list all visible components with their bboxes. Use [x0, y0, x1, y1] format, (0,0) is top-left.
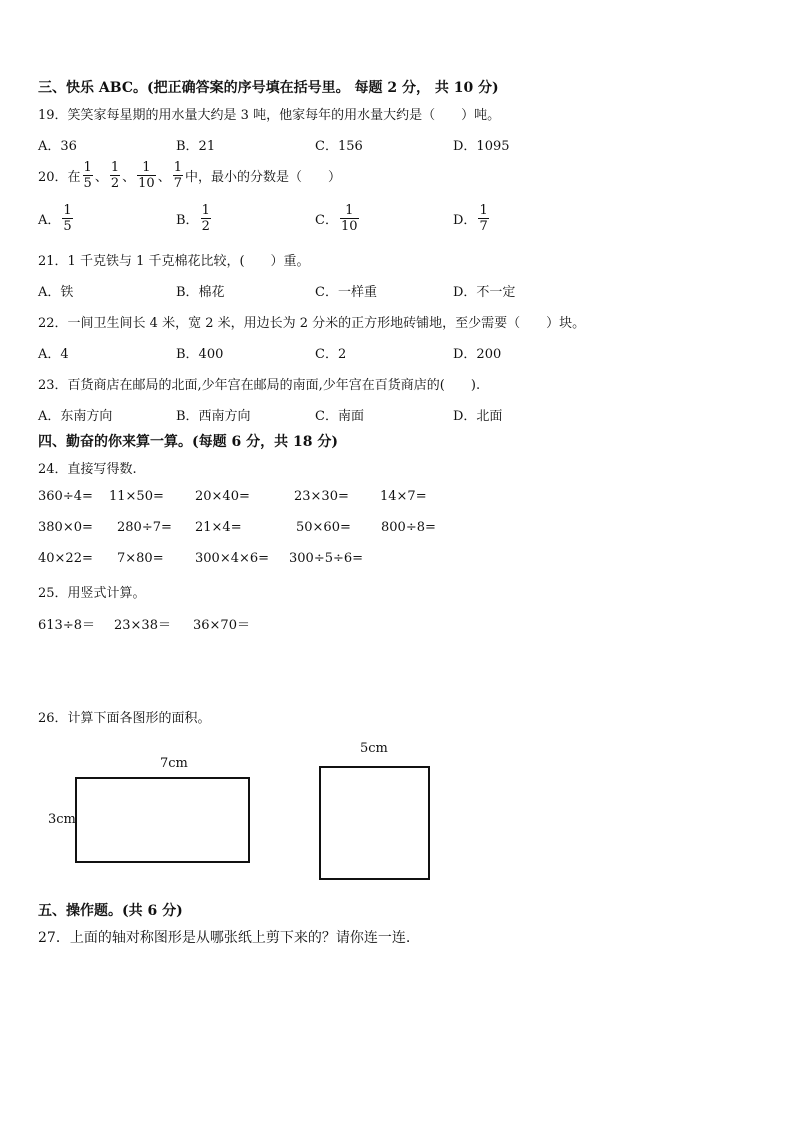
q24-item: 380×0=: [38, 520, 93, 535]
section-5-title: 五、操作题。(共 6 分): [38, 903, 183, 919]
q20-fraction-2: [110, 160, 120, 191]
q24-item: 360÷4=: [38, 489, 93, 504]
denominator: 10: [340, 219, 358, 234]
section-3-title: 三、快乐 ABC。(把正确答案的序号填在括号里。 每题 2 分， 共 10 分): [38, 80, 499, 96]
q21-option-c: C．一样重: [315, 285, 377, 300]
q20-option-d-fraction: [478, 203, 488, 234]
q19-option-a: A．36: [38, 139, 77, 154]
q20-option-a-fraction: [62, 203, 72, 234]
option-letter: A．: [38, 213, 61, 228]
q19-option-c: C．156: [315, 139, 363, 154]
q24-item: 23×30=: [294, 489, 349, 504]
q25-item: 23×38＝: [114, 618, 171, 633]
q24-item: 300×4×6=: [195, 551, 270, 566]
q20-fraction-1: [83, 160, 93, 191]
q19-option-b: B．21: [176, 139, 216, 154]
q20-option-a: [38, 203, 75, 234]
question-26-stem: 26．计算下面各图形的面积。: [38, 711, 211, 726]
q24-item: 280÷7=: [117, 520, 172, 535]
q20-fraction-3: [137, 160, 156, 191]
square-side-label: 5cm: [360, 741, 388, 756]
separator: 、: [94, 170, 108, 185]
q24-item: 40×22=: [38, 551, 93, 566]
separator: 、: [157, 170, 171, 185]
numerator: 1: [63, 203, 72, 218]
numerator: 1: [201, 203, 210, 218]
q23-option-b: B．西南方向: [176, 409, 251, 424]
square-figure: [319, 766, 430, 880]
option-letter: D．: [453, 213, 477, 228]
q20-prefix: 20．在: [38, 170, 81, 185]
q25-item: 613÷8＝: [38, 618, 95, 633]
separator: 、: [122, 170, 136, 185]
q20-option-c-fraction: [340, 203, 359, 234]
q21-option-d: D．不一定: [453, 285, 516, 300]
denominator: 2: [201, 219, 210, 234]
denominator: 7: [479, 219, 488, 234]
q24-item: 21×4=: [195, 520, 242, 535]
q20-option-d: [453, 203, 491, 234]
rectangle-height-label: 3cm: [48, 812, 76, 827]
question-25-stem: 25．用竖式计算。: [38, 586, 146, 601]
q21-option-b: B．棉花: [176, 285, 225, 300]
q24-item: 11×50=: [109, 489, 164, 504]
q19-option-d: D．1095: [453, 139, 510, 154]
question-19-stem: 19．笑笑家每星期的用水量大约是 3 吨，他家每年的用水量大约是（ ）吨。: [38, 108, 501, 123]
q23-option-c: C．南面: [315, 409, 364, 424]
numerator: 1: [83, 160, 92, 175]
section-4-title: 四、勤奋的你来算一算。(每题 6 分，共 18 分): [38, 434, 338, 450]
q24-item: 300÷5÷6=: [289, 551, 364, 566]
denominator: 5: [83, 176, 92, 191]
q24-item: 800÷8=: [381, 520, 436, 535]
q23-option-a: A．东南方向: [38, 409, 113, 424]
denominator: 5: [63, 219, 72, 234]
q24-item: 14×7=: [380, 489, 427, 504]
q20-suffix: 中，最小的分数是（ ）: [184, 170, 341, 185]
q25-item: 36×70＝: [193, 618, 250, 633]
q22-option-c: C．2: [315, 347, 347, 362]
q22-option-d: D．200: [453, 347, 502, 362]
q24-item: 50×60=: [296, 520, 351, 535]
q20-option-c: [315, 203, 361, 234]
option-letter: B．: [176, 213, 199, 228]
q22-option-b: B．400: [176, 347, 224, 362]
q20-option-b: [176, 203, 213, 234]
option-letter: C．: [315, 213, 338, 228]
numerator: 1: [479, 203, 488, 218]
question-20-stem: [38, 160, 341, 191]
q22-option-a: A．4: [38, 347, 69, 362]
q24-item: 7×80=: [117, 551, 164, 566]
numerator: 1: [345, 203, 354, 218]
denominator: 2: [110, 176, 120, 191]
q20-fraction-4: [173, 160, 183, 191]
numerator: 1: [173, 160, 182, 175]
question-21-stem: 21．1 千克铁与 1 千克棉花比较，( ）重。: [38, 254, 310, 269]
numerator: 1: [142, 160, 151, 175]
rectangle-width-label: 7cm: [160, 756, 188, 771]
q23-option-d: D．北面: [453, 409, 503, 424]
question-24-stem: 24．直接写得数.: [38, 462, 137, 477]
denominator: 10: [138, 176, 155, 191]
rectangle-figure: [75, 777, 250, 863]
question-22-stem: 22．一间卫生间长 4 米，宽 2 米，用边长为 2 分米的正方形地砖铺地，至少需要（ ）块。: [38, 316, 586, 331]
question-27-stem: 27．上面的轴对称图形是从哪张纸上剪下来的？请你连一连.: [38, 930, 411, 946]
q20-option-b-fraction: [201, 203, 211, 234]
numerator: 1: [110, 160, 120, 175]
q21-option-a: A．铁: [38, 285, 74, 300]
denominator: 7: [173, 176, 182, 191]
question-23-stem: 23．百货商店在邮局的北面,少年宫在邮局的南面,少年宫在百货商店的( ).: [38, 378, 481, 393]
q24-item: 20×40=: [195, 489, 250, 504]
